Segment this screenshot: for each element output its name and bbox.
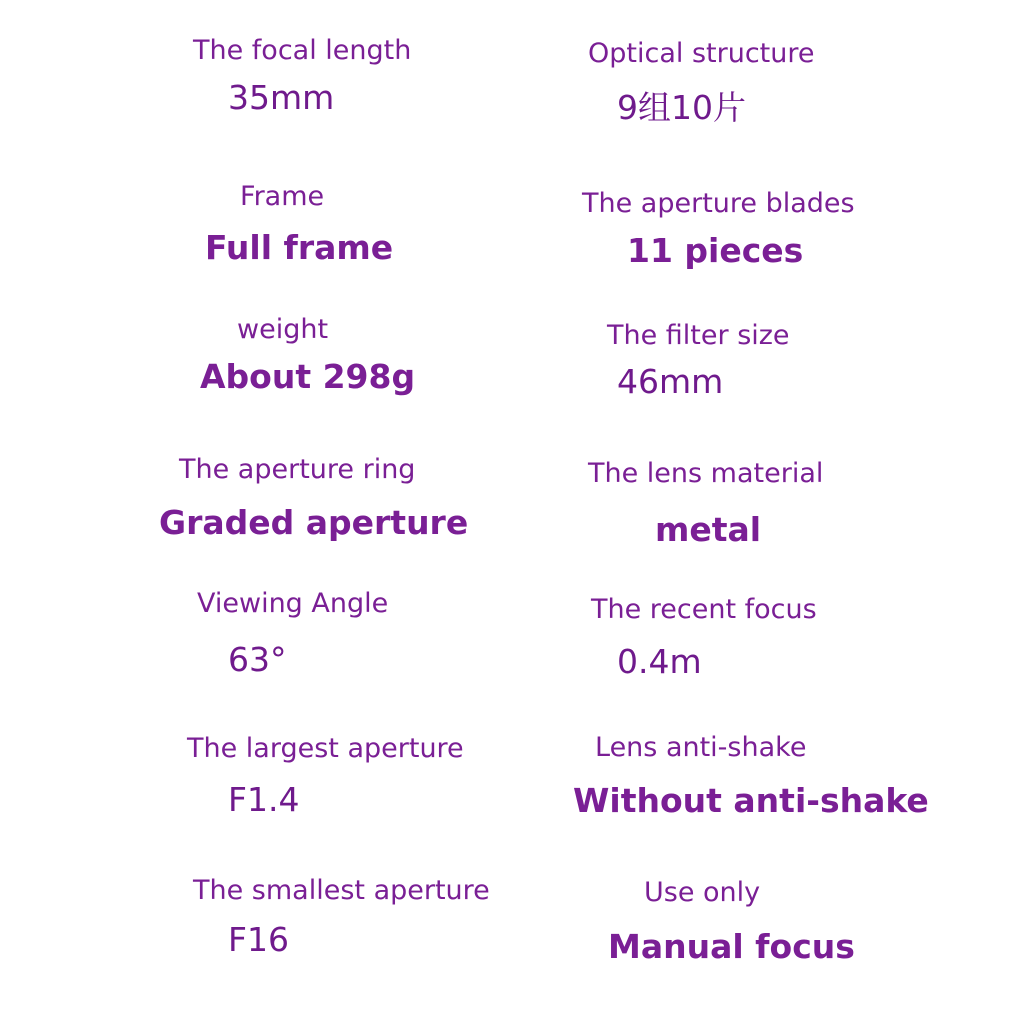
spec-label: The filter size bbox=[607, 320, 790, 351]
spec-value: 35mm bbox=[228, 78, 335, 117]
spec-value: Graded aperture bbox=[159, 503, 469, 542]
spec-value: 46mm bbox=[617, 362, 724, 401]
spec-value: About 298g bbox=[200, 357, 416, 396]
spec-value: metal bbox=[655, 510, 762, 549]
spec-value: Full frame bbox=[205, 228, 394, 267]
spec-value: F1.4 bbox=[228, 780, 300, 819]
spec-label: Optical structure bbox=[588, 38, 815, 69]
spec-label: The smallest aperture bbox=[193, 875, 490, 906]
spec-value: 11 pieces bbox=[627, 231, 804, 270]
spec-value: Manual focus bbox=[608, 927, 855, 966]
spec-label: The largest aperture bbox=[187, 733, 464, 764]
spec-label: The focal length bbox=[193, 35, 412, 66]
spec-label: weight bbox=[237, 314, 329, 345]
spec-label: The aperture blades bbox=[582, 188, 855, 219]
spec-value: F16 bbox=[228, 920, 289, 959]
spec-label: Lens anti-shake bbox=[595, 732, 807, 763]
spec-value: 9组10片 bbox=[617, 88, 746, 127]
spec-label: The recent focus bbox=[591, 594, 817, 625]
spec-value: 63° bbox=[228, 640, 287, 679]
spec-value: 0.4m bbox=[617, 642, 702, 681]
spec-label: Use only bbox=[644, 877, 761, 908]
spec-label: Frame bbox=[240, 181, 325, 212]
spec-label: The aperture ring bbox=[179, 454, 416, 485]
spec-label: The lens material bbox=[588, 458, 824, 489]
spec-label: Viewing Angle bbox=[197, 588, 389, 619]
spec-value: Without anti-shake bbox=[573, 781, 929, 820]
